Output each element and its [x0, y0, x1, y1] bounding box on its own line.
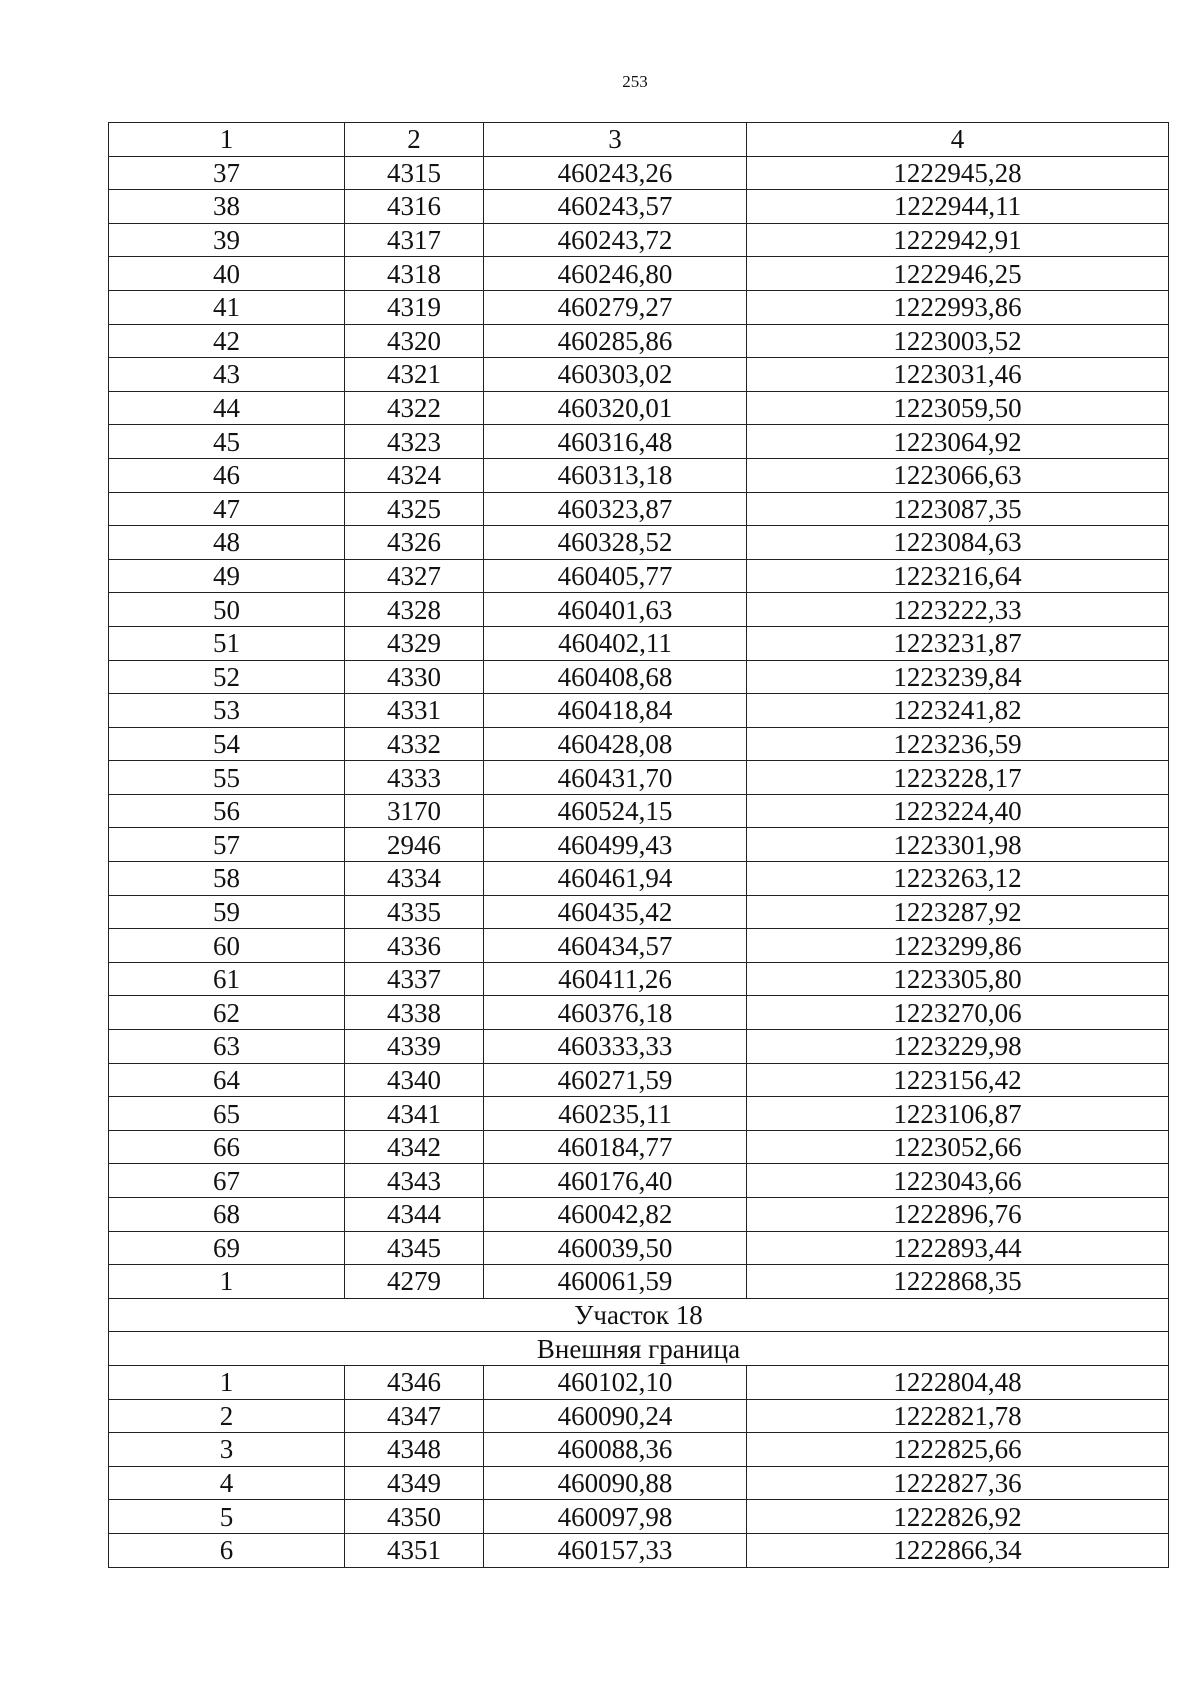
x-coordinate-cell: 460524,15 [484, 794, 747, 828]
x-coordinate-cell: 460499,43 [484, 828, 747, 862]
y-coordinate-cell: 1222944,11 [747, 190, 1169, 224]
vertex-id-cell: 4345 [345, 1231, 484, 1265]
table-row [109, 996, 1169, 1030]
vertex-id-cell: 4340 [345, 1063, 484, 1097]
point-number-cell: 63 [109, 1030, 345, 1064]
vertex-id-cell: 4323 [345, 425, 484, 459]
table-row [109, 660, 1169, 694]
table-row [109, 626, 1169, 660]
y-coordinate-cell: 1223305,80 [747, 962, 1169, 996]
vertex-id-cell: 4343 [345, 1164, 484, 1198]
x-coordinate-cell: 460376,18 [484, 996, 747, 1030]
vertex-id-cell: 4342 [345, 1130, 484, 1164]
x-coordinate-cell: 460418,84 [484, 694, 747, 728]
x-coordinate-cell: 460042,82 [484, 1198, 747, 1232]
x-coordinate-cell: 460235,11 [484, 1097, 747, 1131]
table-row [109, 761, 1169, 795]
x-coordinate-cell: 460411,26 [484, 962, 747, 996]
point-number-cell: 1 [109, 1265, 345, 1299]
y-coordinate-cell: 1223236,59 [747, 727, 1169, 761]
y-coordinate-cell: 1223106,87 [747, 1097, 1169, 1131]
table-row [109, 593, 1169, 627]
x-coordinate-cell: 460328,52 [484, 526, 747, 560]
vertex-id-cell: 4344 [345, 1198, 484, 1232]
table-row [109, 223, 1169, 257]
x-coordinate-cell: 460088,36 [484, 1433, 747, 1467]
x-coordinate-cell: 460434,57 [484, 929, 747, 963]
y-coordinate-cell: 1223228,17 [747, 761, 1169, 795]
point-number-cell: 49 [109, 559, 345, 593]
point-number-cell: 45 [109, 425, 345, 459]
x-coordinate-cell: 460176,40 [484, 1164, 747, 1198]
table-row [109, 559, 1169, 593]
point-number-cell: 51 [109, 626, 345, 660]
table-row [109, 458, 1169, 492]
vertex-id-cell: 4329 [345, 626, 484, 660]
point-number-cell: 40 [109, 257, 345, 291]
table-row [109, 1130, 1169, 1164]
point-number-cell: 3 [109, 1433, 345, 1467]
y-coordinate-cell: 1223299,86 [747, 929, 1169, 963]
y-coordinate-cell: 1223216,64 [747, 559, 1169, 593]
table-row [109, 828, 1169, 862]
table-row [109, 1198, 1169, 1232]
vertex-id-cell: 4328 [345, 593, 484, 627]
x-coordinate-cell: 460097,98 [484, 1500, 747, 1534]
y-coordinate-cell: 1223087,35 [747, 492, 1169, 526]
vertex-id-cell: 4315 [345, 156, 484, 190]
section-title: Участок 18 [109, 1298, 1169, 1332]
x-coordinate-cell: 460243,57 [484, 190, 747, 224]
table-row [109, 1231, 1169, 1265]
y-coordinate-cell: 1223043,66 [747, 1164, 1169, 1198]
point-number-cell: 69 [109, 1231, 345, 1265]
table-row [109, 1466, 1169, 1500]
header-cell-4: 4 [747, 123, 1169, 157]
y-coordinate-cell: 1223263,12 [747, 862, 1169, 896]
table-row [109, 1097, 1169, 1131]
vertex-id-cell: 4321 [345, 358, 484, 392]
x-coordinate-cell: 460271,59 [484, 1063, 747, 1097]
x-coordinate-cell: 460431,70 [484, 761, 747, 795]
table-row [109, 391, 1169, 425]
x-coordinate-cell: 460401,63 [484, 593, 747, 627]
table-row [109, 895, 1169, 929]
y-coordinate-cell: 1223052,66 [747, 1130, 1169, 1164]
x-coordinate-cell: 460316,48 [484, 425, 747, 459]
table-row [109, 425, 1169, 459]
x-coordinate-cell: 460461,94 [484, 862, 747, 896]
x-coordinate-cell: 460405,77 [484, 559, 747, 593]
point-number-cell: 44 [109, 391, 345, 425]
point-number-cell: 64 [109, 1063, 345, 1097]
point-number-cell: 56 [109, 794, 345, 828]
y-coordinate-cell: 1223231,87 [747, 626, 1169, 660]
y-coordinate-cell: 1222821,78 [747, 1399, 1169, 1433]
table-row [109, 1030, 1169, 1064]
y-coordinate-cell: 1222896,76 [747, 1198, 1169, 1232]
point-number-cell: 2 [109, 1399, 345, 1433]
point-number-cell: 65 [109, 1097, 345, 1131]
point-number-cell: 60 [109, 929, 345, 963]
point-number-cell: 4 [109, 1466, 345, 1500]
point-number-cell: 58 [109, 862, 345, 896]
table-row [109, 694, 1169, 728]
x-coordinate-cell: 460090,88 [484, 1466, 747, 1500]
x-coordinate-cell: 460435,42 [484, 895, 747, 929]
x-coordinate-cell: 460303,02 [484, 358, 747, 392]
vertex-id-cell: 2946 [345, 828, 484, 862]
vertex-id-cell: 4338 [345, 996, 484, 1030]
vertex-id-cell: 4347 [345, 1399, 484, 1433]
x-coordinate-cell: 460246,80 [484, 257, 747, 291]
y-coordinate-cell: 1223066,63 [747, 458, 1169, 492]
vertex-id-cell: 4327 [345, 559, 484, 593]
table-row [109, 1500, 1169, 1534]
vertex-id-cell: 4324 [345, 458, 484, 492]
vertex-id-cell: 4351 [345, 1533, 484, 1567]
x-coordinate-cell: 460279,27 [484, 290, 747, 324]
y-coordinate-cell: 1223229,98 [747, 1030, 1169, 1064]
point-number-cell: 5 [109, 1500, 345, 1534]
header-cell-2: 2 [345, 123, 484, 157]
x-coordinate-cell: 460090,24 [484, 1399, 747, 1433]
y-coordinate-cell: 1222945,28 [747, 156, 1169, 190]
table-row [109, 492, 1169, 526]
vertex-id-cell: 4349 [345, 1466, 484, 1500]
vertex-id-cell: 4341 [345, 1097, 484, 1131]
point-number-cell: 37 [109, 156, 345, 190]
vertex-id-cell: 4334 [345, 862, 484, 896]
vertex-id-cell: 4318 [345, 257, 484, 291]
y-coordinate-cell: 1223084,63 [747, 526, 1169, 560]
table-row [109, 1433, 1169, 1467]
y-coordinate-cell: 1223156,42 [747, 1063, 1169, 1097]
point-number-cell: 41 [109, 290, 345, 324]
point-number-cell: 46 [109, 458, 345, 492]
y-coordinate-cell: 1223270,06 [747, 996, 1169, 1030]
table-row [109, 1063, 1169, 1097]
table-row [109, 190, 1169, 224]
table-row [109, 324, 1169, 358]
point-number-cell: 43 [109, 358, 345, 392]
point-number-cell: 67 [109, 1164, 345, 1198]
y-coordinate-cell: 1222893,44 [747, 1231, 1169, 1265]
x-coordinate-cell: 460243,72 [484, 223, 747, 257]
vertex-id-cell: 4336 [345, 929, 484, 963]
x-coordinate-cell: 460102,10 [484, 1365, 747, 1399]
x-coordinate-cell: 460157,33 [484, 1533, 747, 1567]
x-coordinate-cell: 460285,86 [484, 324, 747, 358]
point-number-cell: 62 [109, 996, 345, 1030]
section-title-row [109, 1298, 1169, 1332]
vertex-id-cell: 4279 [345, 1265, 484, 1299]
point-number-cell: 66 [109, 1130, 345, 1164]
header-cell-1: 1 [109, 123, 345, 157]
y-coordinate-cell: 1222804,48 [747, 1365, 1169, 1399]
coordinates-table [108, 122, 1169, 1568]
x-coordinate-cell: 460323,87 [484, 492, 747, 526]
table-row [109, 257, 1169, 291]
table-row [109, 1164, 1169, 1198]
table-row [109, 862, 1169, 896]
y-coordinate-cell: 1223224,40 [747, 794, 1169, 828]
vertex-id-cell: 4339 [345, 1030, 484, 1064]
table-row [109, 1533, 1169, 1567]
section-subtitle-row [109, 1332, 1169, 1366]
y-coordinate-cell: 1223239,84 [747, 660, 1169, 694]
table-row [109, 1365, 1169, 1399]
y-coordinate-cell: 1223003,52 [747, 324, 1169, 358]
table-row [109, 929, 1169, 963]
y-coordinate-cell: 1223241,82 [747, 694, 1169, 728]
x-coordinate-cell: 460428,08 [484, 727, 747, 761]
vertex-id-cell: 4322 [345, 391, 484, 425]
y-coordinate-cell: 1223301,98 [747, 828, 1169, 862]
vertex-id-cell: 4320 [345, 324, 484, 358]
y-coordinate-cell: 1223287,92 [747, 895, 1169, 929]
point-number-cell: 55 [109, 761, 345, 795]
vertex-id-cell: 4350 [345, 1500, 484, 1534]
y-coordinate-cell: 1222868,35 [747, 1265, 1169, 1299]
point-number-cell: 50 [109, 593, 345, 627]
header-cell-3: 3 [484, 123, 747, 157]
vertex-id-cell: 4316 [345, 190, 484, 224]
vertex-id-cell: 4325 [345, 492, 484, 526]
table-row [109, 526, 1169, 560]
y-coordinate-cell: 1223064,92 [747, 425, 1169, 459]
point-number-cell: 61 [109, 962, 345, 996]
point-number-cell: 42 [109, 324, 345, 358]
table-row [109, 962, 1169, 996]
vertex-id-cell: 4331 [345, 694, 484, 728]
point-number-cell: 38 [109, 190, 345, 224]
header-row [109, 123, 1169, 157]
y-coordinate-cell: 1222825,66 [747, 1433, 1169, 1467]
y-coordinate-cell: 1222826,92 [747, 1500, 1169, 1534]
point-number-cell: 47 [109, 492, 345, 526]
x-coordinate-cell: 460061,59 [484, 1265, 747, 1299]
y-coordinate-cell: 1223031,46 [747, 358, 1169, 392]
y-coordinate-cell: 1222993,86 [747, 290, 1169, 324]
y-coordinate-cell: 1222942,91 [747, 223, 1169, 257]
page-number: 253 [622, 72, 648, 91]
y-coordinate-cell: 1222827,36 [747, 1466, 1169, 1500]
vertex-id-cell: 4348 [345, 1433, 484, 1467]
table-row [109, 358, 1169, 392]
vertex-id-cell: 4337 [345, 962, 484, 996]
point-number-cell: 6 [109, 1533, 345, 1567]
point-number-cell: 1 [109, 1365, 345, 1399]
x-coordinate-cell: 460402,11 [484, 626, 747, 660]
point-number-cell: 53 [109, 694, 345, 728]
x-coordinate-cell: 460333,33 [484, 1030, 747, 1064]
vertex-id-cell: 4333 [345, 761, 484, 795]
x-coordinate-cell: 460184,77 [484, 1130, 747, 1164]
y-coordinate-cell: 1222866,34 [747, 1533, 1169, 1567]
y-coordinate-cell: 1222946,25 [747, 257, 1169, 291]
vertex-id-cell: 4330 [345, 660, 484, 694]
table-row [109, 290, 1169, 324]
section-subtitle: Внешняя граница [109, 1332, 1169, 1366]
point-number-cell: 54 [109, 727, 345, 761]
y-coordinate-cell: 1223222,33 [747, 593, 1169, 627]
x-coordinate-cell: 460408,68 [484, 660, 747, 694]
vertex-id-cell: 4326 [345, 526, 484, 560]
point-number-cell: 48 [109, 526, 345, 560]
vertex-id-cell: 4317 [345, 223, 484, 257]
coordinates-table-body [109, 123, 1169, 1568]
point-number-cell: 59 [109, 895, 345, 929]
table-row [109, 1265, 1169, 1299]
x-coordinate-cell: 460320,01 [484, 391, 747, 425]
table-row [109, 1399, 1169, 1433]
vertex-id-cell: 4319 [345, 290, 484, 324]
vertex-id-cell: 4332 [345, 727, 484, 761]
vertex-id-cell: 4335 [345, 895, 484, 929]
x-coordinate-cell: 460039,50 [484, 1231, 747, 1265]
x-coordinate-cell: 460313,18 [484, 458, 747, 492]
vertex-id-cell: 3170 [345, 794, 484, 828]
table-row [109, 794, 1169, 828]
table-row [109, 156, 1169, 190]
point-number-cell: 52 [109, 660, 345, 694]
point-number-cell: 39 [109, 223, 345, 257]
y-coordinate-cell: 1223059,50 [747, 391, 1169, 425]
vertex-id-cell: 4346 [345, 1365, 484, 1399]
point-number-cell: 68 [109, 1198, 345, 1232]
table-row [109, 727, 1169, 761]
point-number-cell: 57 [109, 828, 345, 862]
x-coordinate-cell: 460243,26 [484, 156, 747, 190]
